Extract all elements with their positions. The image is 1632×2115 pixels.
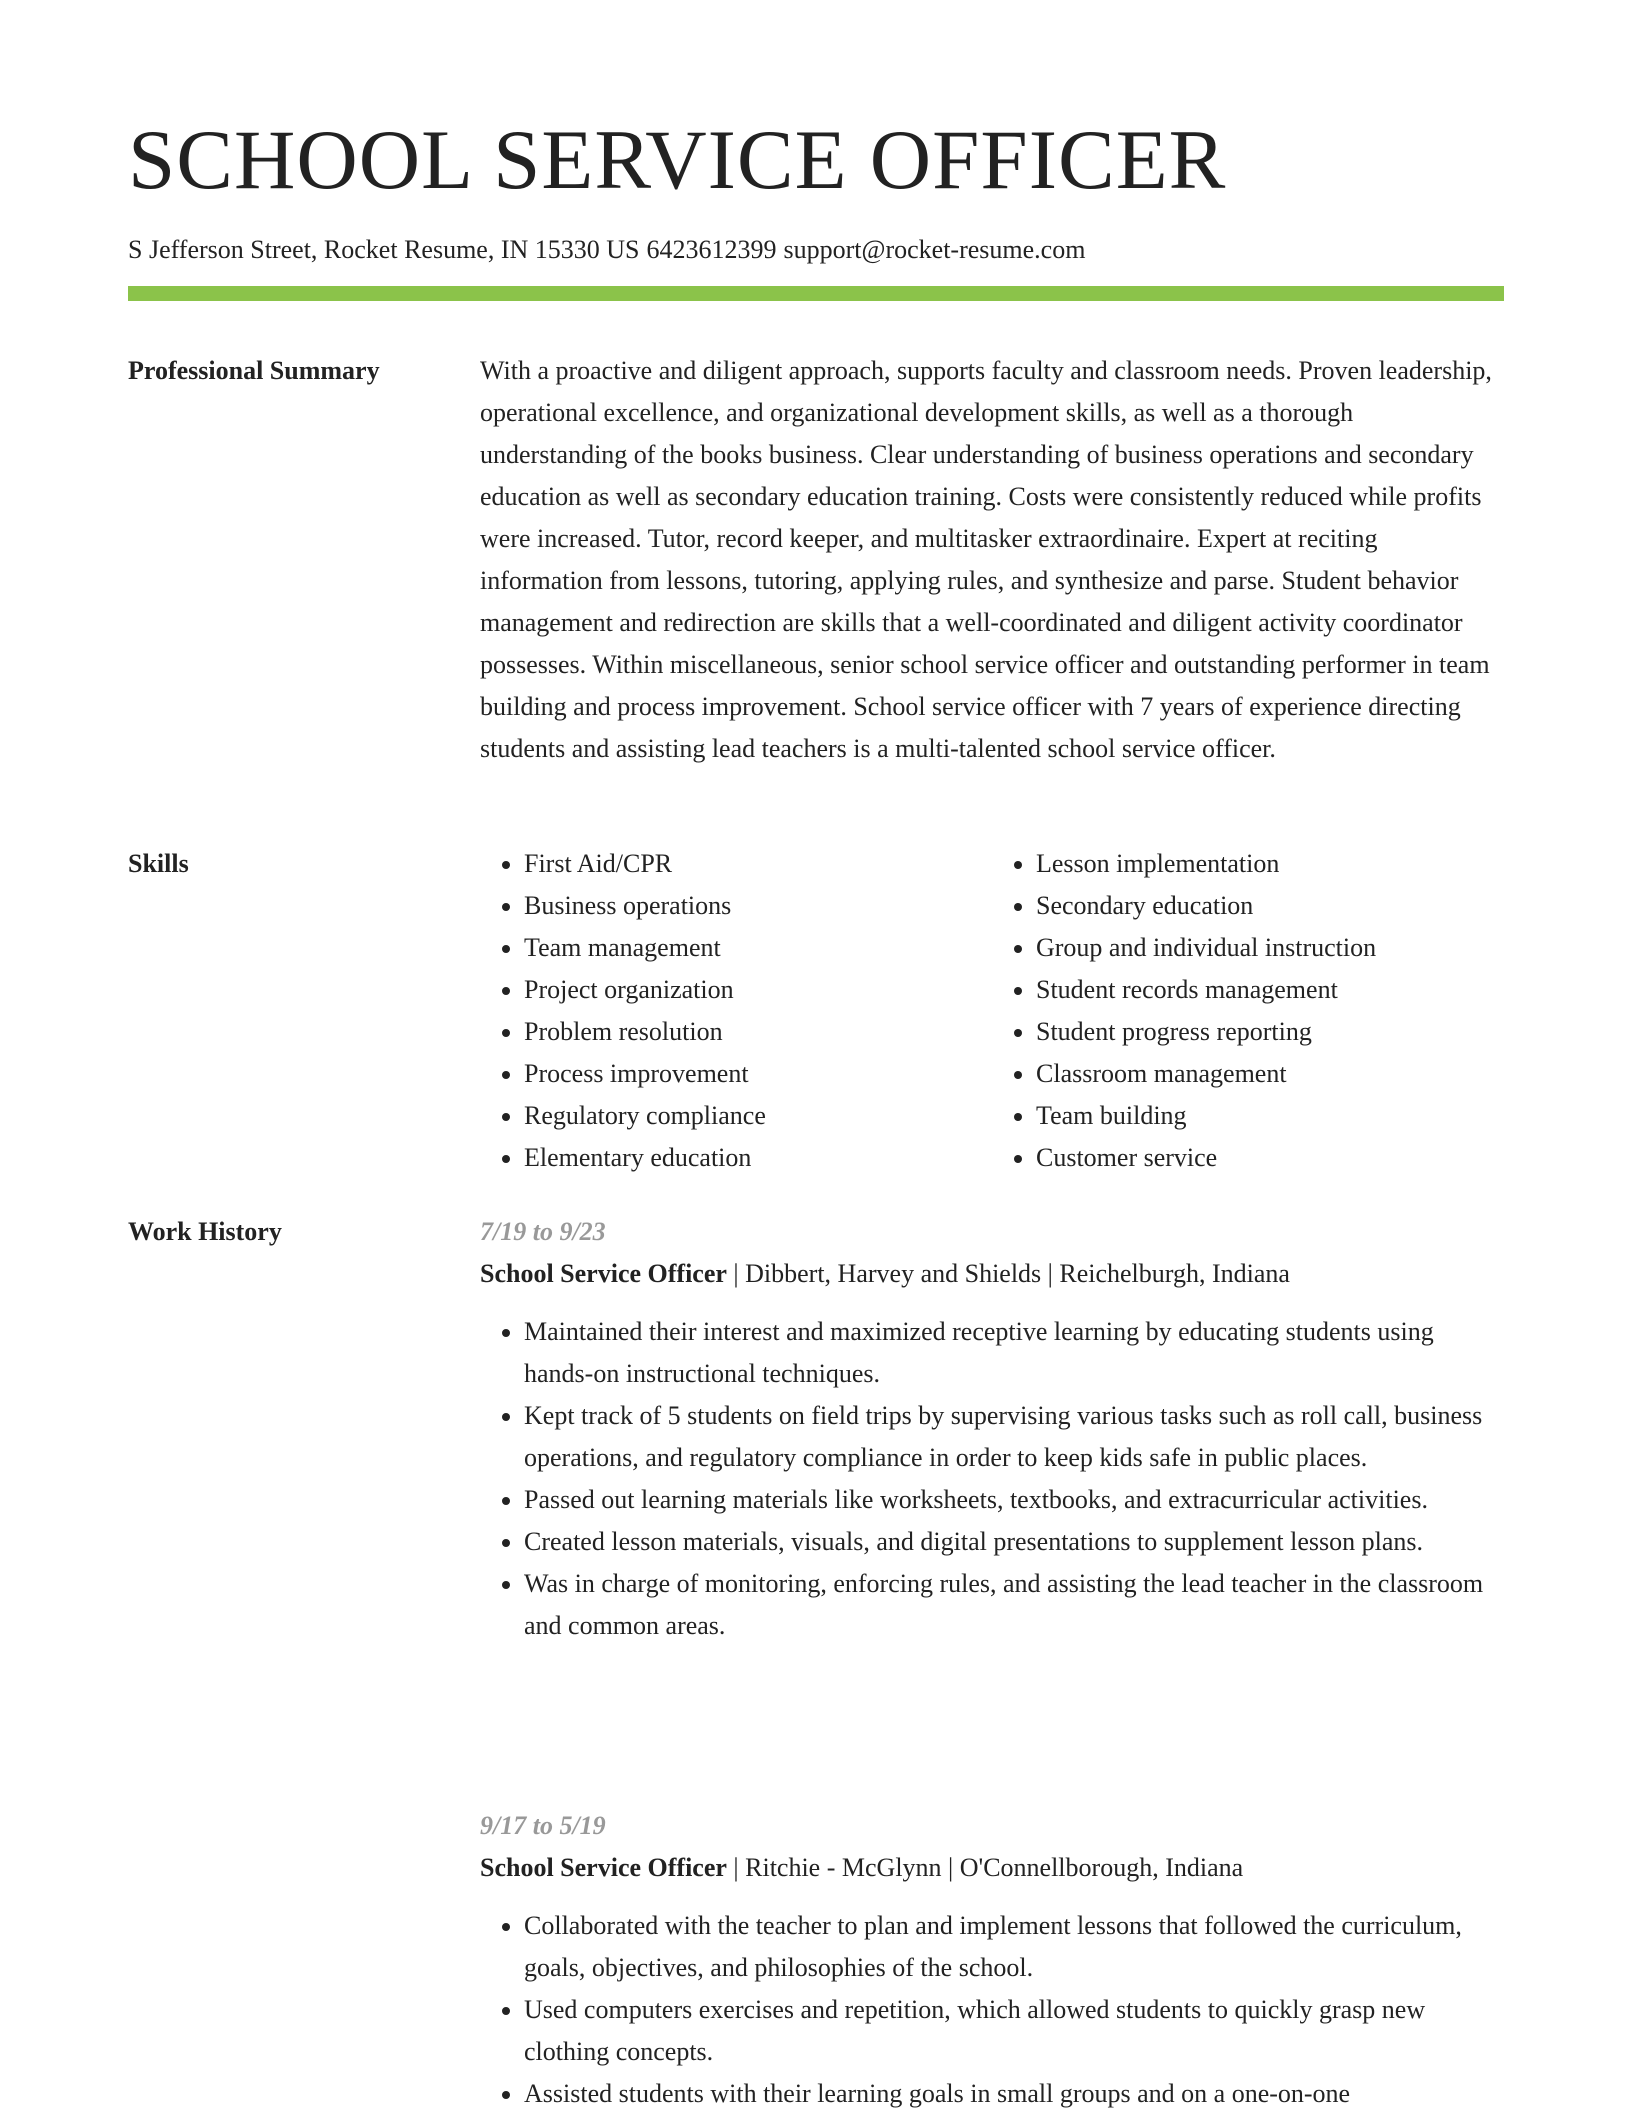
job-entry xyxy=(480,1805,1504,2115)
job-bullet: • Passed out learning materials like worksheets, textbooks, and extracurricular activities. xyxy=(524,1479,1504,1521)
skills-list-right xyxy=(992,843,1504,1179)
job-bullet: • Was in charge of monitoring, enforcing rules, and assisting the lead teacher in the classroom and common areas. xyxy=(524,1563,1504,1647)
job-dates: 7/19 to 9/23 xyxy=(480,1217,606,1246)
job-employer-location: | Dibbert, Harvey and Shields | Reichelburgh, Indiana xyxy=(726,1259,1290,1288)
skill-item: • Lesson implementation xyxy=(1036,843,1504,885)
job-bullet: • Created lesson materials, visuals, and digital presentations to supplement lesson plans. xyxy=(524,1521,1504,1563)
candidate-name: SCHOOL SERVICE OFFICER xyxy=(128,113,1227,207)
skill-item: • Elementary education xyxy=(524,1137,992,1179)
job-bullet: • Used computers exercises and repetition, which allowed students to quickly grasp new clothing concepts. xyxy=(524,1989,1504,2073)
work-history-heading: Work History xyxy=(128,1217,282,1246)
job-bullet: • Maintained their interest and maximized receptive learning by educating students using hands-on instructional techniques. xyxy=(524,1311,1504,1395)
skills-list-left xyxy=(480,843,992,1179)
job-title-line xyxy=(480,1847,1504,1889)
contact-line xyxy=(128,232,1092,268)
job-bullet: • Kept track of 5 students on field trips by supervising various tasks such as roll call, business operations, and regulatory compliance in order to keep kids safe in public places. xyxy=(524,1395,1504,1479)
summary-section xyxy=(480,350,1504,770)
job-bullets xyxy=(480,1311,1504,1647)
job-title: School Service Officer xyxy=(480,1259,727,1288)
skill-item: • Process improvement xyxy=(524,1053,992,1095)
skills-heading: Skills xyxy=(128,849,189,878)
contact-address: S Jefferson Street, Rocket Resume, IN 15330 US xyxy=(128,235,640,264)
skill-item: • Customer service xyxy=(1036,1137,1504,1179)
skill-item: • Business operations xyxy=(524,885,992,927)
skill-item: • Team management xyxy=(524,927,992,969)
skill-item: • Student records management xyxy=(1036,969,1504,1011)
summary-heading: Professional Summary xyxy=(128,356,380,385)
skill-item: • Classroom management xyxy=(1036,1053,1504,1095)
job-bullet: • Collaborated with the teacher to plan and implement lessons that followed the curriculum, goals, objectives, and philosophies of the school. xyxy=(524,1905,1504,1989)
skill-item: • Group and individual instruction xyxy=(1036,927,1504,969)
contact-phone: 6423612399 xyxy=(646,235,777,264)
job-bullet: • Assisted students with their learning goals in small groups and on a one-on-one xyxy=(524,2073,1504,2115)
skill-item: • Student progress reporting xyxy=(1036,1011,1504,1053)
contact-email: support@rocket-resume.com xyxy=(783,235,1086,264)
job-title: School Service Officer xyxy=(480,1853,727,1882)
skill-item: • Secondary education xyxy=(1036,885,1504,927)
job-dates: 9/17 to 5/19 xyxy=(480,1811,606,1840)
skills-section xyxy=(480,843,1504,1179)
accent-divider xyxy=(128,286,1504,301)
job-employer-location: | Ritchie - McGlynn | O'Connellborough, Indiana xyxy=(726,1853,1244,1882)
skill-item: • First Aid/CPR xyxy=(524,843,992,885)
job-bullets xyxy=(480,1905,1504,2115)
skill-item: • Project organization xyxy=(524,969,992,1011)
skill-item: • Problem resolution xyxy=(524,1011,992,1053)
job-title-line xyxy=(480,1253,1504,1295)
job-entry xyxy=(480,1211,1504,1647)
skill-item: • Regulatory compliance xyxy=(524,1095,992,1137)
skill-item: • Team building xyxy=(1036,1095,1504,1137)
summary-text: With a proactive and diligent approach, supports faculty and classroom needs. Proven leadership, operational excellence, and organizational development skills, as well as a thorough understanding of the books business. Clear understanding of business operations and secondary education as well as secondary education training. Costs were consistently reduced while profits were increased. Tutor, record keeper, and multitasker extraordinaire. Expert at reciting information from lessons, tutoring, applying rules, and synthesize and parse. Student behavior management and redirection are skills that a well-coordinated and diligent activity coordinator possesses. Within miscellaneous, senior school service officer and outstanding performer in team building and process improvement. School service officer with 7 years of experience directing students and assisting lead teachers is a multi-talented school service officer. xyxy=(480,356,1492,763)
